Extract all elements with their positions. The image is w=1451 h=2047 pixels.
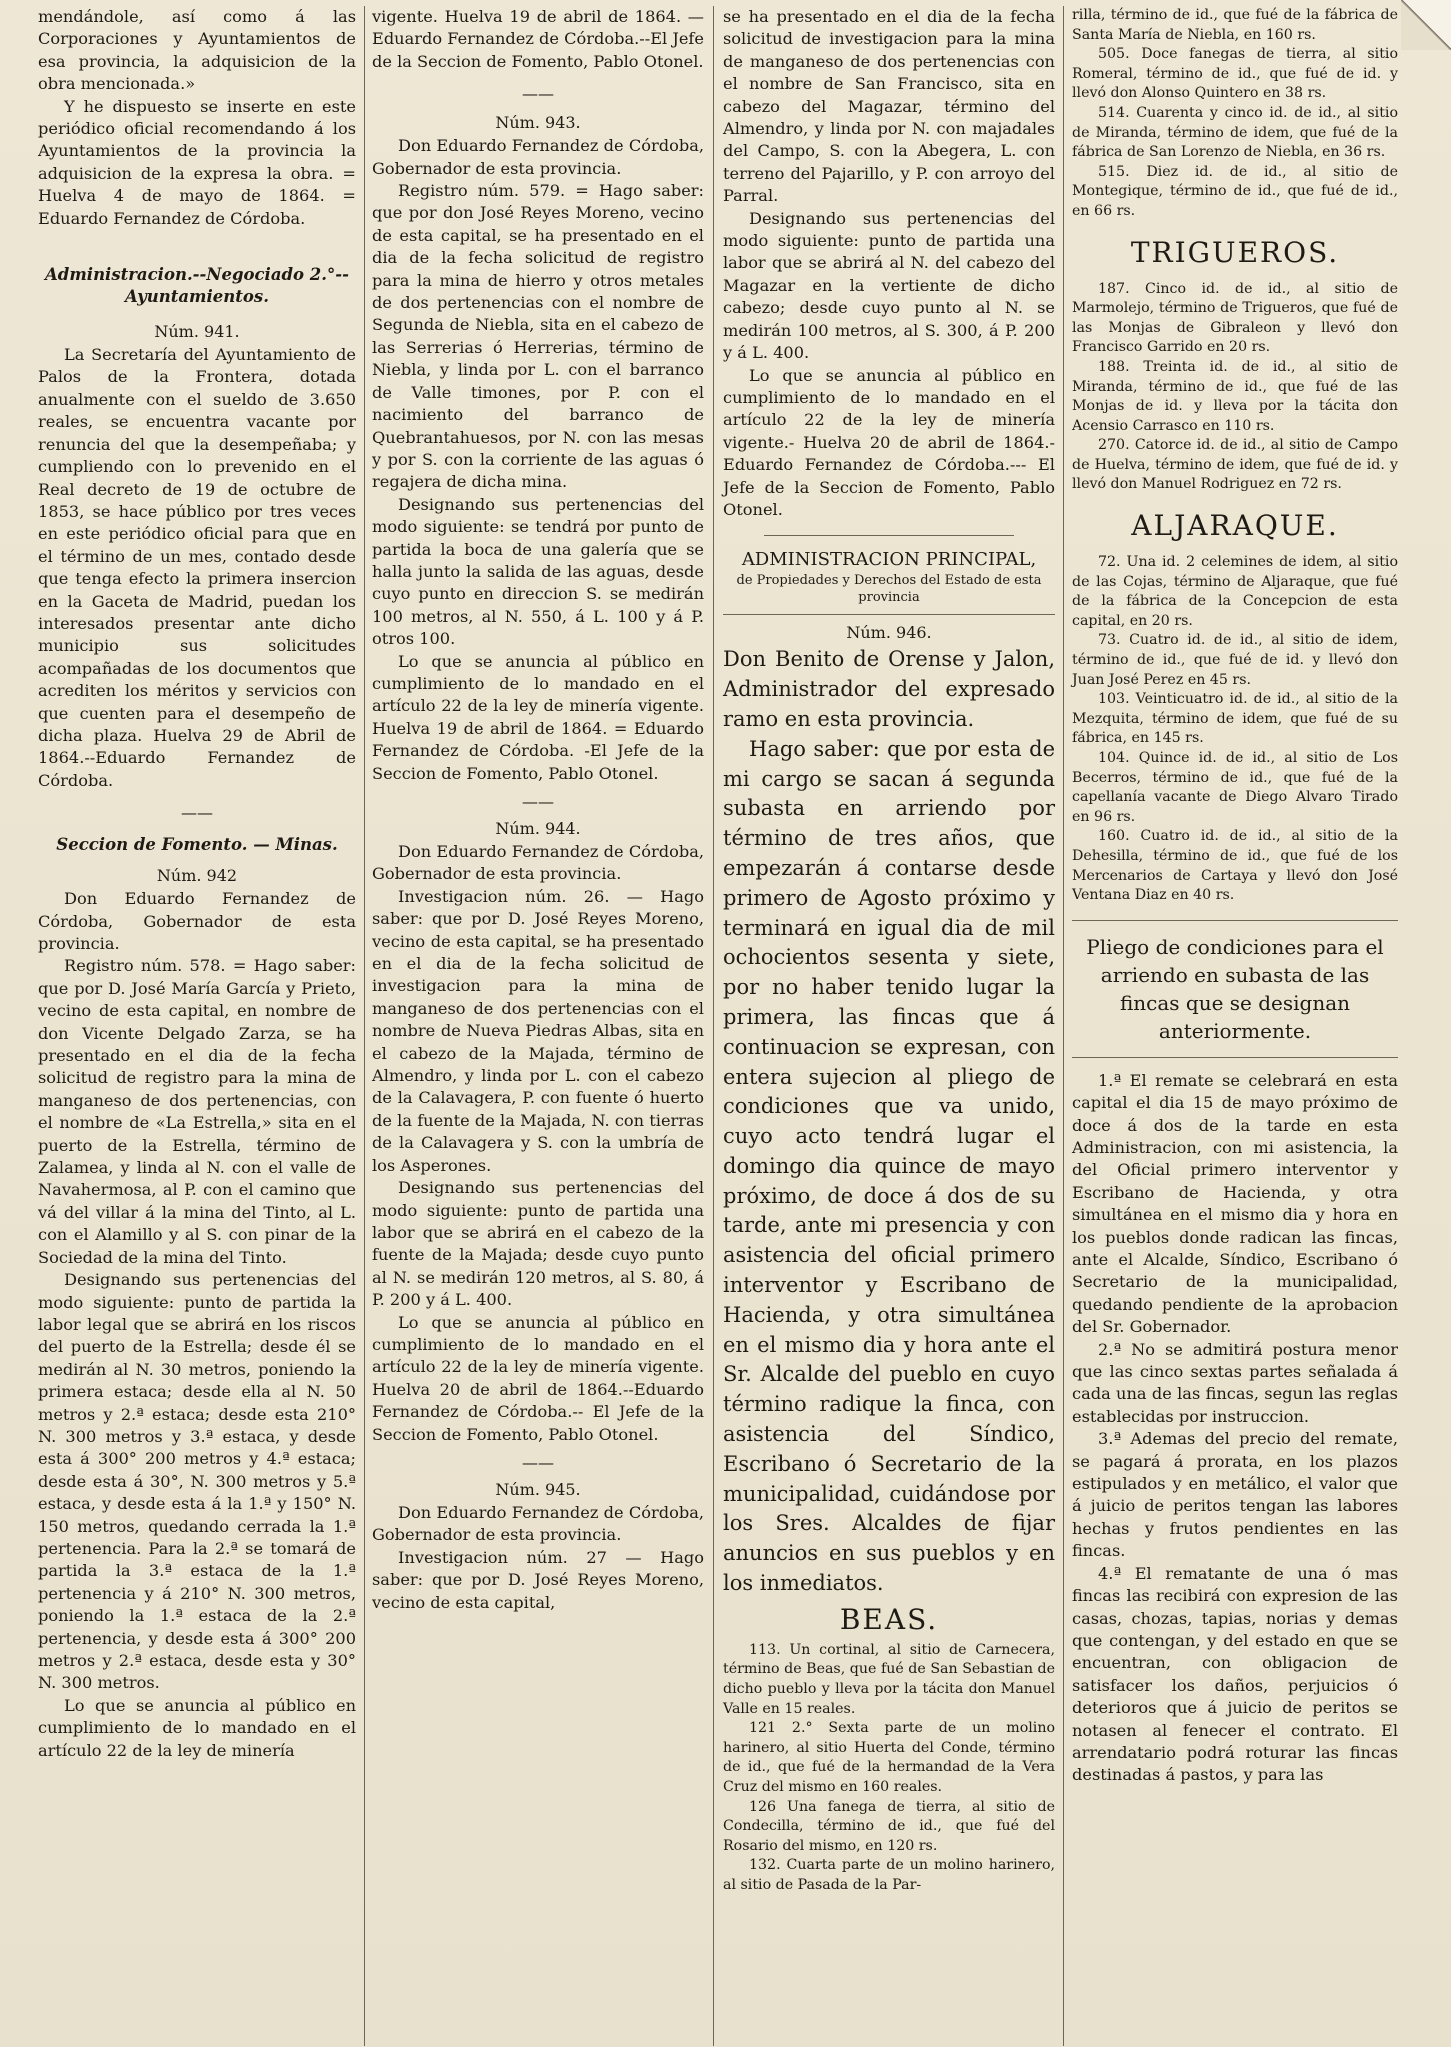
- separator: ——: [522, 1452, 554, 1472]
- notice-number-943: Núm. 943.: [495, 113, 581, 133]
- separator: ——: [522, 84, 554, 104]
- column-4: [1072, 6, 1398, 1787]
- lot-104: 104. Quince id. de id., al sitio de Los Becerros, término de id., que fué de la capellanía vacante de Diego Alvaro Tirado en 96 rs.: [1072, 750, 1398, 825]
- notice-943-body: Registro núm. 579. = Hago saber: que por don José Reyes Moreno, vecino de esta capital, se ha presentado en el dia de la fecha solicitud de registro para la mina de hierro y otros metales de dos pertenencias con el nombre de Segunda de Niebla, sita en el cabezo de las Serrerias ó Herrerias, término de Niebla, y linda por L. con el barranco de Valle timones, por P. con el nacimiento del barranco de Quebrantahuesos, por N. con las mesas y por S. con la corriente de las aguas ó regajera de dicha mina.: [372, 181, 704, 492]
- notice-942-closing: Lo que se anuncia al público en cumplimiento de lo mandado en el artículo 22 de la ley de minería: [38, 1695, 356, 1760]
- lot-160: 160. Cuatro id. de id., al sitio de la Dehesilla, término de id., que fué de los Mercenarios de Cartaya y llevó don José Ventana Diaz en 40 rs.: [1072, 828, 1398, 904]
- condition-4: 4.ª El rematante de una ó mas fincas las recibirá con expresion de las casas, chozas, tapias, norias y demas que contengan, y del estado en que se encuentran, con obligacion de satisfacer los daños, perjuicios ó deterioros que á juicio de peritos se notasen al fenecer el contrato. El arrendatario podrá roturar las fincas destinadas á pastos, y para las: [1072, 1563, 1398, 1785]
- heading-aljaraque: ALJARAQUE.: [1131, 509, 1339, 543]
- notice-941-body: La Secretaría del Ayuntamiento de Palos de la Frontera, dotada anualmente con el sueldo de 3.650 reales, se encuentra vacante por renuncia del que la desempeñaba; y cumpliendo con lo prevenido en el Real decreto de 19 de octubre de 1853, se hace público por tres veces en este periódico oficial para que en el término de un mes, contado desde que tenga efecto la primera insercion en la Gaceta de Madrid, puedan los interesados presentar ante dicho municipio sus solicitudes acompañadas de los documentos que acrediten los méritos y servicios con que cuenten para el desempeño de dicha plaza. Huelva 29 de Abril de 1864.--Eduardo Fernandez de Córdoba.: [38, 345, 356, 790]
- column-rule-2: [713, 6, 714, 2046]
- lot-270: 270. Catorce id. de id., al sitio de Campo de Huelva, término de idem, que fué de id. y llevó don Manuel Rodriguez en 72 rs.: [1072, 437, 1398, 493]
- section-rule: [723, 614, 1055, 615]
- section-rule: [764, 535, 1014, 536]
- notice-946-body: Hago saber: que por esta de mi cargo se sacan á segunda subasta en arriendo por término de tres años, que empezarán á contarse desde primero de Agosto próximo y terminará en igual dia de mil ochocientos sesenta y siete, por no haber tenido lugar la primera, las fincas que á continuacion se expresan, con entera sujecion al pliego de condiciones que va unido, cuyo acto tendrá lugar el domingo dia quince de mayo próximo, de doce á dos de su tarde, ante mi presencia y con asistencia del oficial primero interventor y Escribano de Hacienda, y otra simultánea en el mismo dia y hora ante el Sr. Alcalde del pueblo en cuyo término radique la finca, con asistencia del Síndico, Escribano ó Secretario de la municipalidad, cuidándose por los Sres. Alcaldes de fijar anuncios en sus pueblos y en los inmediatos.: [723, 736, 1055, 1596]
- notice-943-header: Don Eduardo Fernandez de Córdoba, Gobernador de esta provincia.: [372, 136, 704, 178]
- column-rule-1: [364, 6, 365, 2046]
- notice-944-header: Don Eduardo Fernandez de Córdoba, Gobernador de esta provincia.: [372, 842, 704, 884]
- lot-505: 505. Doce fanegas de tierra, al sitio Romeral, término de id., que fué de id. y llevó don Alonso Quintero en 38 rs.: [1072, 46, 1398, 102]
- folded-corner: [1401, 0, 1451, 50]
- notice-942-boundaries: Designando sus pertenencias del modo siguiente: punto de partida la labor legal que se abrirá en los riscos del puerto de la Estrella; desde él se medirán al N. 30 metros, poniendo la primera estaca; desde ella al N. 50 metros y 2.ª estaca; desde esta 210° N. 300 metros y 3.ª estaca, y desde esta á 300° 200 metros y 4.ª estaca; desde esta á 30°, N. 300 metros y 5.ª estaca, y desde esta á la 1.ª y 150° N. 150 metros, quedando cerrada la 1.ª pertenencia. Para la 2.ª se tomará de partida la 3.ª estaca de la 1.ª pertenencia y á 210° N. 300 metros, poniendo la 1.ª estaca de la 2.ª pertenencia, y desde esta á 300° 200 metros y 2.ª estaca, desde esta y 30° N. 300 metros.: [38, 1270, 356, 1693]
- lot-73: 73. Cuatro id. de id., al sitio de idem, término de id., que fué de id. y llevó don Juan José Perez en 45 rs.: [1072, 632, 1398, 688]
- condition-2: 2.ª No se admitirá postura menor que las cinco sextas partes señalada á cada una de las fincas, segun las reglas establecidas por instruccion.: [1072, 1339, 1398, 1426]
- section-rule: [1072, 920, 1398, 921]
- separator: ——: [181, 803, 213, 823]
- lot-72: 72. Una id. 2 celemines de idem, al sitio de las Cojas, término de Aljaraque, que fué de la fábrica de la Concepcion de esta capital, en 20 rs.: [1072, 554, 1398, 629]
- notice-942-header: Don Eduardo Fernandez de Córdoba, Gobernador de esta provincia.: [38, 889, 356, 953]
- notice-944-body: Investigacion núm. 26. — Hago saber: que por D. José Reyes Moreno, vecino de esta capital, se ha presentado en el dia de la fecha solicitud de investigacion para la mina de manganeso de dos pertenencias con el nombre de Nueva Piedras Albas, sita en el cabezo de la Majada, término de Almendro, y linda por L. con el cabezo de la Calavagera, P. con fuente ó huerto de la fuente de la Majada, N. con tierras de la Calavagera y S. con la umbría de los Asperones.: [372, 886, 704, 1175]
- section-heading-fomento: Seccion de Fomento. — Minas.: [56, 835, 338, 855]
- lot-515: 515. Diez id. de id., al sitio de Montegique, término de id., que fué de id., en 66 rs.: [1072, 163, 1398, 219]
- condition-1: 1.ª El remate se celebrará en esta capital el dia 15 de mayo próximo de doce á dos de la tarde en esta Administracion, con mi asistencia, la del Oficial primero interventor y Escribano de Hacienda, y otra simultánea en el mismo dia y hora en los pueblos donde radican las fincas, ante el Alcalde, Síndico, Escribano ó Secretario de la municipalidad, quedando pendiente de la aprobacion del Sr. Gobernador.: [1072, 1070, 1398, 1337]
- intro-paragraph: Y he dispuesto se inserte en este periódico oficial recomendando á los Ayuntamientos de la provincia la adquisicion de la expresa la obra. = Huelva 4 de mayo de 1864. = Eduardo Fernandez de Córdoba.: [38, 96, 356, 228]
- lot-113: 113. Un cortinal, al sitio de Carnecera, término de Beas, que fué de San Sebastian de dicho pueblo y lleva por la tácita don Manuel Valle en 15 reales.: [723, 1641, 1055, 1717]
- notice-945-body-cont: se ha presentado en el dia de la fecha solicitud de investigacion para la mina de manganeso de dos pertenencias con el nombre de San Francisco, sita en cabezo del Magazar, término del Almendro, y linda por N. con majadales del Campo, S. con la Abegera, L. con terreno del Pajarillo, y P. con arroyo del Parral.: [723, 7, 1055, 206]
- lot-514: 514. Cuarenta y cinco id. de id., al sitio de Miranda, término de idem, que fué de la fábrica de San Lorenzo de Niebla, en 36 rs.: [1072, 104, 1398, 161]
- administracion-heading: ADMINISTRACION PRINCIPAL,: [741, 549, 1037, 571]
- notice-number-945: Núm. 945.: [495, 1479, 581, 1499]
- condition-3: 3.ª Ademas del precio del remate, se pagará á prorata, en los plazos estipulados y en metálico, el valor que á juicio de peritos tengan las labores hechas y frutos pendientes en las fincas.: [1072, 1429, 1398, 1561]
- lot-187: 187. Cinco id. de id., al sitio de Marmolejo, término de Trigueros, que fué de las Monjas de Gibraleon y llevó don Francisco Garrido en 20 rs.: [1072, 280, 1398, 356]
- notice-944-boundaries: Designando sus pertenencias del modo siguiente: punto de partida una labor que se abrirá en el cabezo de la fuente de la Majada; desde cuyo punto al N. se medirán 120 metros, al S. 80, á P. 200 y á L. 400.: [372, 1178, 704, 1310]
- notice-942-body: Registro núm. 578. = Hago saber: que por D. José María García y Prieto, vecino de esta capital, en nombre de don Vicente Delgado Zarza, se ha presentado en el dia de la fecha solicitud de registro para la mina de manganeso de dos pertenencias, con el nombre de «La Estrella,» sita en el puerto de la Estrella, término de Zalamea, y linda al N. con el valle de Navahermosa, al P. con el camino que vá del villar á la mina del Tinto, al L. con el Alamillo y al S. con pinar de la Sociedad de la mina del Tinto.: [38, 956, 356, 1267]
- lot-103: 103. Veinticuatro id. de id., al sitio de la Mezquita, término de idem, que fué de su fábrica, en 145 rs.: [1072, 691, 1398, 747]
- section-rule: [1072, 1057, 1398, 1058]
- lot-188: 188. Treinta id. de id., al sitio de Miranda, término de id., que fué de las Monjas de id. y lleva por la tácita don Acensio Carrasco en 110 rs.: [1072, 358, 1398, 434]
- column-1: [38, 6, 356, 1762]
- intro-paragraph-end: mendándole, así como á las Corporaciones y Ayuntamientos de esa provincia, la adquisicion de la obra mencionada.»: [38, 7, 356, 94]
- heading-beas: BEAS.: [839, 1602, 939, 1636]
- lot-132: 132. Cuarta parte de un molino harinero, al sitio de Pasada de la Par-: [723, 1857, 1055, 1893]
- notice-943-closing: Lo que se anuncia al público en cumplimiento de lo mandado en el artículo 22 de la ley de minería vigente. Huelva 19 de abril de 1864. = Eduardo Fernandez de Córdoba. -El Jefe de la Seccion de Fomento, Pablo Otonel.: [372, 651, 704, 783]
- lot-132-cont: rilla, término de id., que fué de la fábrica de Santa María de Niebla, en 160 rs.: [1072, 7, 1398, 43]
- notice-944-closing: Lo que se anuncia al público en cumplimiento de lo mandado en el artículo 22 de la ley de minería vigente. Huelva 20 de abril de 1864.--Eduardo Fernandez de Córdoba.-- El Jefe de la Seccion de Fomento, Pablo Otonel.: [372, 1312, 704, 1444]
- separator: ——: [522, 792, 554, 811]
- notice-945-header: Don Eduardo Fernandez de Córdoba, Gobernador de esta provincia.: [372, 1502, 704, 1545]
- section-heading-administracion: Administracion.--Negociado 2.°--Ayuntamientos.: [45, 265, 349, 307]
- lot-121: 121 2.° Sexta parte de un molino harinero, al sitio Huerta del Conde, término de id., que fué de la hermandad de la Vera Cruz del mismo en 160 reales.: [723, 1720, 1055, 1795]
- administracion-subheading: de Propiedades y Derechos del Estado de esta provincia: [736, 573, 1042, 606]
- notice-945-boundaries: Designando sus pertenencias del modo siguiente: punto de partida una labor que se abrirá al N. del cabezo del Magazar en la vertiente de dicho cabezo; desde cuyo punto al N. se medirán 100 metros, al S. 300, á P. 200 y á L. 400.: [723, 208, 1055, 363]
- conditions-heading: Pliego de condiciones para el arriendo en subasta de las fincas que se designan anteriormente.: [1086, 934, 1384, 1043]
- notice-943-boundaries: Designando sus pertenencias del modo siguiente: se tendrá por punto de partida la boca de una galería que se halla junto la salida de las aguas, desde cuyo punto en direccion S. se medirán 100 metros, al N. 550, á L. 100 y á P. otros 100.: [372, 494, 704, 649]
- notice-number-944: Núm. 944.: [495, 819, 581, 838]
- notice-945-closing: Lo que se anuncia al público en cumplimiento de lo mandado en el artículo 22 de la ley de minería vigente.- Huelva 20 de abril de 1864.-Eduardo Fernandez de Córdoba.--- El Jefe de la Seccion de Fomento, Pablo Otonel.: [723, 365, 1055, 519]
- heading-trigueros: TRIGUEROS.: [1130, 235, 1340, 269]
- notice-number-942: Núm. 942: [156, 866, 238, 886]
- column-2: [372, 6, 704, 1614]
- notice-945-body: Investigacion núm. 27 — Hago saber: que por D. José Reyes Moreno, vecino de esta capital,: [372, 1547, 704, 1612]
- column-rule-3: [1063, 6, 1064, 2046]
- notice-number-946: Núm. 946.: [846, 623, 932, 643]
- notice-number-941: Núm. 941.: [154, 322, 240, 342]
- column-3: [723, 6, 1055, 1896]
- notice-946-header: Don Benito de Orense y Jalon, Administrador del expresado ramo en esta provincia.: [723, 647, 1055, 731]
- lot-126: 126 Una fanega de tierra, al sitio de Condecilla, término de id., que fué del Rosario del mismo, en 120 rs.: [723, 1798, 1055, 1854]
- notice-942-signature: vigente. Huelva 19 de abril de 1864. —Eduardo Fernandez de Córdoba.--El Jefe de la Seccion de Fomento, Pablo Otonel.: [372, 7, 704, 71]
